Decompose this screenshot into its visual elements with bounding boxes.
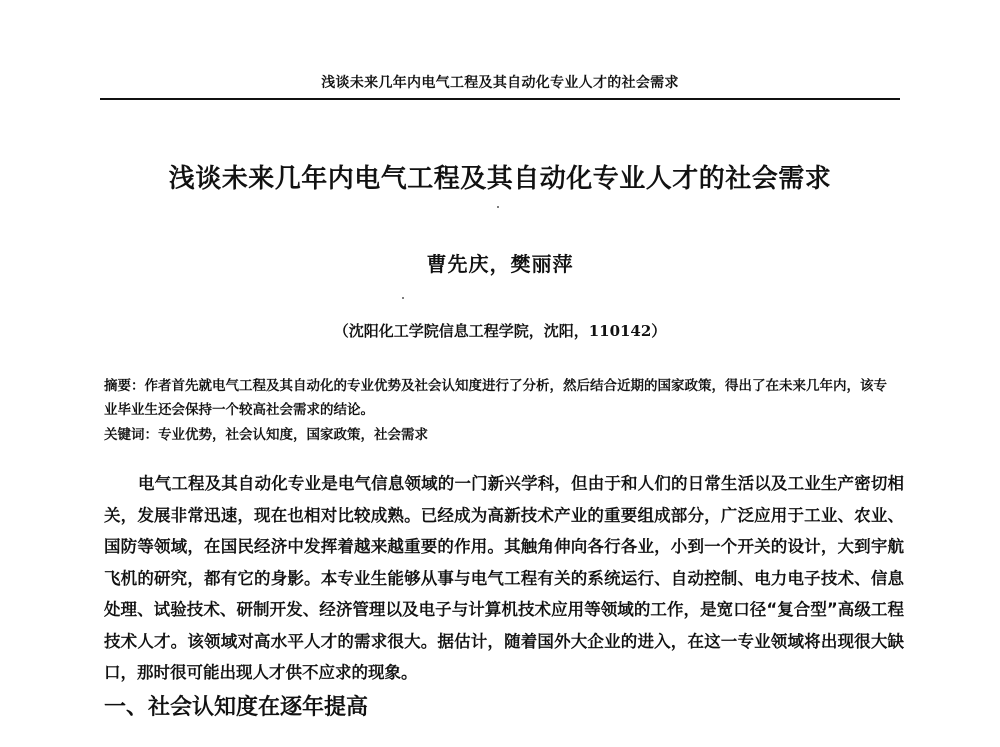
abstract bbox=[104, 374, 900, 422]
affiliation: （沈阳化工学院信息工程学院，沈阳，110142） bbox=[333, 322, 667, 340]
running-header: 浅谈未来几年内电气工程及其自动化专业人才的社会需求 bbox=[321, 75, 679, 91]
authors: 曹先庆，樊丽萍 bbox=[426, 252, 574, 276]
keywords-text: 专业优势，社会认知度，国家政策，社会需求 bbox=[158, 427, 428, 443]
paper-title: 浅谈未来几年内电气工程及其自动化专业人才的社会需求 bbox=[168, 164, 832, 194]
abstract-text: 作者首先就电气工程及其自动化的专业优势及社会认知度进行了分析，然后结合近期的国家政策，得出了在未来几年内，该专业毕业生还会保持一个较高社会需求的结论。 bbox=[104, 378, 887, 418]
keywords bbox=[104, 424, 900, 446]
header-rule bbox=[100, 98, 900, 100]
keywords-label: 关键词： bbox=[104, 427, 158, 443]
abstract-label: 摘要： bbox=[104, 378, 145, 394]
section-heading: 一、社会认知度在逐年提高 bbox=[104, 695, 369, 720]
scan-speck bbox=[497, 206, 499, 208]
body-paragraph: 电气工程及其自动化专业是电气信息领域的一门新兴学科，但由于和人们的日常生活以及工业生产密切相关，发展非常迅速，现在也相对比较成熟。已经成为高新技术产业的重要组成部分，广泛应用于工业、农业、国防等领域，在国民经济中发挥着越来越重要的作用。其触角伸向各行各业，小到一个开关的设计，大到宇航飞机的研究，都有它的身影。本专业生能够从事与电气工程有关的系统运行、自动控制、电力电子技术、信息处理、试验技术、研制开发、经济管理以及电子与计算机技术应用等领域的工作，是宽口径“复合型”高级工程技术人才。该领域对高水平人才的需求很大。据估计，随着国外大企业的进入，在这一专业领域将出现很大缺口，那时很可能出现人才供不应求的现象。 bbox=[104, 474, 904, 682]
scan-speck bbox=[402, 297, 404, 299]
